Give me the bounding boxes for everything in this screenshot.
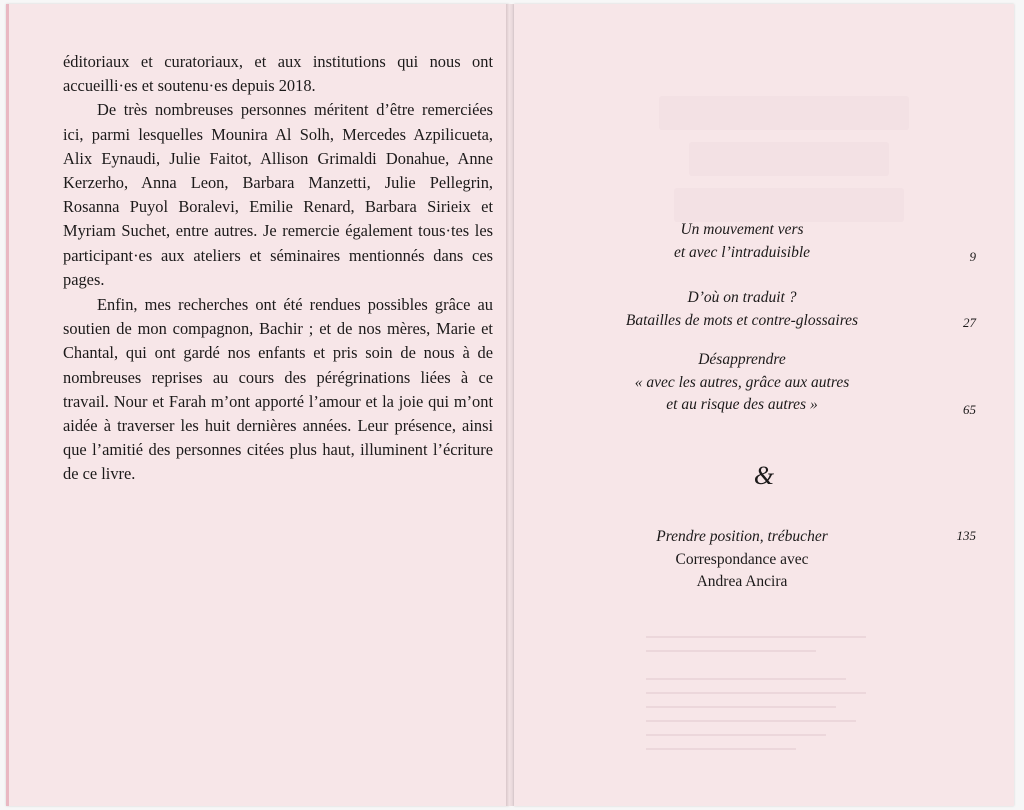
toc-page-number: 65 (963, 402, 976, 417)
acknowledgements-text (63, 50, 493, 487)
paragraph: Enfin, mes recherches ont été rendues possibles grâce au soutien de mon compagnon, Bachir ; et de nos mères, Marie et Chantal, qui ont gardé nos enfants et pris soin de nous à de nombreuses reprises au cours des pérégrinations liées à ce travail. Nour et Farah m’ont apporté l’amour et la joie qui m’ont aidée à traverser les huit dernières années. Leur présence, ainsi que l’amitié des personnes citées plus haut, illuminent l’écriture de ce livre. (63, 295, 493, 484)
toc-title-line: Désapprendre (698, 351, 786, 368)
show-through-title (619, 96, 919, 222)
toc-title-line: « avec les autres, grâce aux autres (634, 373, 850, 391)
paragraph: De très nombreuses personnes méritent d’être remerciées ici, parmi lesquelles Mounira Al Solh, Mercedes Azpilicueta, Alix Eynaudi, Julie Faitot, Allison Grimaldi Donahue, Anne Kerzerho, Anna Leon, Barbara Manzetti, Julie Pellegrin, Rosanna Puyol Boralevi, Emilie Renard, Barbara Sirieix et Myriam Suchet, entre autres. Je remercie également tous·tes les participant·es aux ateliers et séminaires mentionnés dans ces pages. (63, 100, 493, 289)
show-through-line (646, 748, 796, 750)
toc-subtitle-line: Andrea Ancira (696, 573, 788, 590)
toc-title-line: Batailles de mots et contre-glossaires (625, 311, 859, 329)
toc-page-number: 9 (969, 249, 976, 264)
toc-entry[interactable] (514, 287, 1014, 332)
toc-title-line: Un mouvement vers (680, 221, 804, 238)
ampersand-separator: & (753, 461, 775, 490)
paragraph: éditoriaux et curatoriaux, et aux institutions qui nous ont accueilli·es et soutenu·es depuis 2018. (63, 52, 493, 96)
toc-page-number: 27 (963, 315, 976, 330)
show-through-line (646, 692, 866, 694)
toc-title-line: Prendre position, trébucher (656, 528, 828, 545)
toc-entry[interactable] (514, 219, 1014, 264)
show-through-line (646, 734, 826, 736)
show-through-line (646, 706, 836, 708)
toc-title-line: et au risque des autres » (666, 396, 818, 413)
show-through-line (646, 678, 846, 680)
toc-page-number: 135 (956, 528, 976, 543)
show-through-line (646, 636, 866, 638)
book-gutter (506, 4, 514, 806)
show-through-line (646, 720, 856, 722)
left-page (6, 4, 509, 806)
show-through-line (646, 650, 816, 652)
toc-entry[interactable] (514, 349, 1014, 417)
toc-subtitle-line: Correspondance avec (675, 550, 809, 568)
toc-title-line: D’où on traduit ? (687, 289, 797, 306)
right-page (514, 4, 1014, 806)
toc-entry[interactable] (514, 526, 1014, 594)
toc-title-line: et avec l’intraduisible (673, 243, 811, 261)
